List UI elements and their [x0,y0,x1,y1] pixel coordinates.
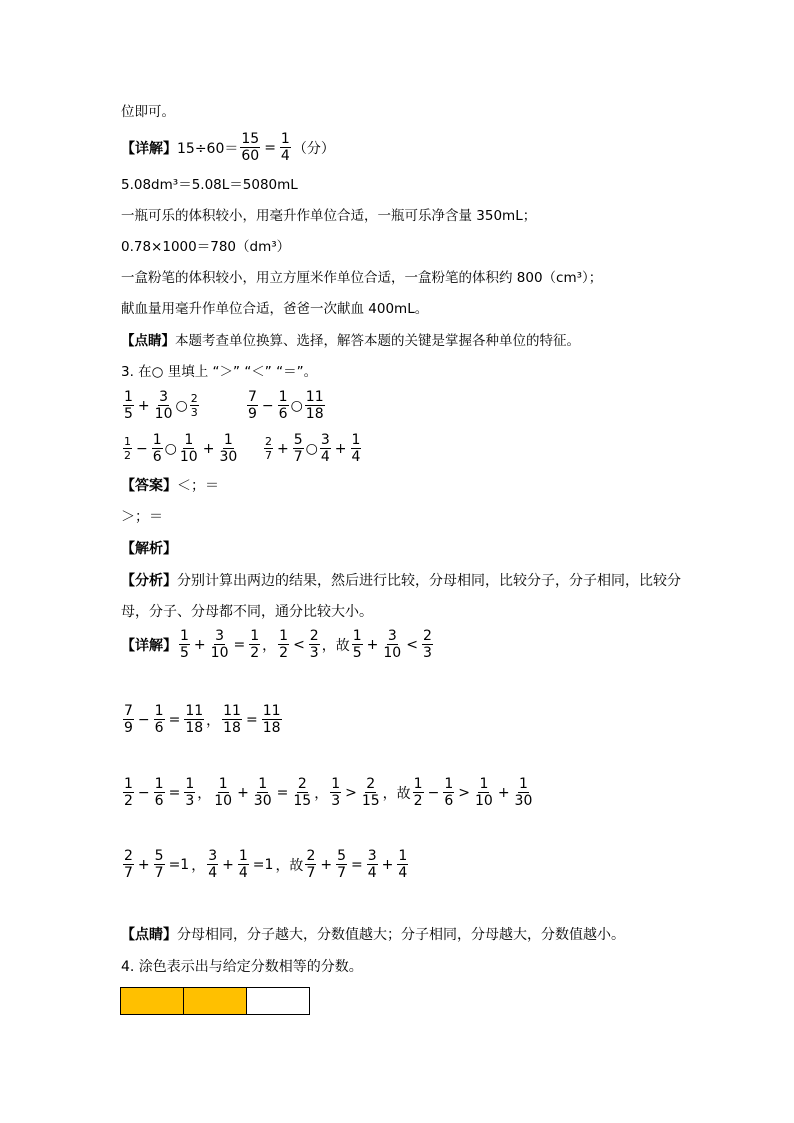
analysis-line-2: 母，分子、分母都不同，通分比较大小。 [121,604,373,620]
fraction: 1 10 [214,776,233,809]
q3-expr-3: 1 2 − $\frac{1}{6}$ ○ 1 10 + $\frac{1}{30}$ [124,432,238,465]
fraction: 2 7 [124,848,133,881]
fraction: $\frac{1}{6}$ [154,703,164,736]
fraction: $\frac{3}{10}$ [210,628,229,661]
detail-line-3: 7 9 − $\frac{1}{6}$ = $\frac{11}{18}$ ， $\frac{11}{18}$ = $\frac{11}{18}$ [124,703,281,736]
fraction: 1 10 [179,432,198,465]
analysis-heading: 【解析】 [121,541,177,557]
fraction: 2 3 [309,628,319,661]
compare-circle[interactable]: ○ [164,440,177,457]
detail-tag: 【详解】 [121,140,177,157]
fraction: 2 15 [361,776,380,809]
fraction: 1 10 [474,776,493,809]
grid-cell[interactable] [184,988,247,1014]
fraction: $\frac{5}{7}$ [154,848,164,881]
fraction: $\frac{1}{30}$ [219,432,238,465]
fraction: 1 5 [124,389,133,422]
text-line: 5.08dm³＝5.08L＝5080mL [121,177,298,193]
fraction: 1 2 [124,435,131,462]
fraction: $\frac{1}{6}$ [444,776,454,809]
fraction: $\frac{1}{30}$ [253,776,272,809]
fraction: 2 7 [306,848,316,881]
q3-expr-4: 2 7 + $\frac{5}{7}$ ○ 3 4 + $\frac{1}{4}$ [265,432,361,465]
fraction: 1 2 [413,776,423,809]
compare-circle[interactable]: ○ [175,397,188,414]
fraction: 2 3 [422,628,432,661]
fraction: 2 3 [190,392,198,419]
fraction: $\frac{11}{18}$ [185,703,204,736]
fraction: 1 3 [331,776,341,809]
detail-line-2: 【详解】 1 5 + $\frac{3}{10}$ = $\frac{1}{2}$ ， 1 2 < 2 3 ，故 1 5 + $\frac{3}{10}$ < 2 3 [121,628,432,661]
fraction: $\frac{1}{4}$ [280,131,290,164]
fraction: $\frac{3}{10}$ [154,389,173,422]
text-line: 一盒粉笔的体积较小，用立方厘米作单位合适，一盒粉笔的体积约 800（cm³）； [121,270,603,286]
fraction: $\frac{3}{4}$ [367,848,377,881]
detail-line-4: 1 2 − $\frac{1}{6}$ = $\frac{1}{3}$ ， 1 10 + $\frac{1}{30}$ = $\frac{2}{15}$ ， 1 3 > 2 15 ，故 1 2 − $\frac{1}{6}$ > 1 10 + $\frac{1}{30}$ [124,776,533,809]
fraction: 2 7 [265,435,272,462]
question-4: 4. 涂色表示出与给定分数相等的分数。 [121,959,363,975]
fraction: 3 4 [208,848,218,881]
fraction: $\frac{1}{6}$ [152,432,162,465]
answer-line-2: ＞；＝ [121,509,163,525]
fraction: 3 4 [320,432,330,465]
fraction: $\frac{11}{18}$ [223,703,241,736]
fraction: $\frac{1}{4}$ [238,848,248,881]
question-3: 3. 在○ 里填上 “＞” “＜” “＝”。 [121,364,318,380]
fraction: $\frac{5}{7}$ [337,848,347,881]
unit: （分） [292,140,335,157]
fraction: $\frac{5}{7}$ [293,432,303,465]
detail-line-5: 2 7 + $\frac{5}{7}$ =1 ， 3 4 + $\frac{1}{4}$ =1 ，故 2 7 + $\frac{5}{7}$ = $\frac{3}{4}$ + $\frac{1}{4}$ [124,848,408,881]
text-line: 0.78×1000＝780（dm³） [121,239,291,255]
fraction: 11 18 [305,389,324,422]
keypoint-tag: 【点睛】 [121,927,177,943]
q3-expr-1: 1 5 + $\frac{3}{10}$ ○ 2 3 [124,389,198,422]
answer-tag: 【答案】 [121,478,177,494]
fraction: 1 2 [124,776,133,809]
fraction: $\frac{2}{15}$ [293,776,312,809]
fraction: $\frac{3}{10}$ [383,628,402,661]
fraction: $\frac{1}{4}$ [351,432,361,465]
fraction: $\frac{1}{3}$ [185,776,195,809]
analysis-line: 【分析】分别计算出两边的结果，然后进行比较，分母相同，比较分子，分子相同，比较分 [121,573,681,589]
keypoint-line-2: 【点睛】分母相同，分子越大，分数值越大；分子相同，分母越大，分数值越小。 [121,927,625,943]
fraction: $\frac{11}{18}$ [262,703,281,736]
compare-circle[interactable]: ○ [305,440,318,457]
text-line: 一瓶可乐的体积较小，用毫升作单位合适，一瓶可乐净含量 350mL； [121,208,537,224]
fraction: $\frac{1}{30}$ [514,776,533,809]
grid-cell[interactable] [121,988,184,1014]
fraction: $\frac{1}{2}$ [250,628,260,661]
fraction: $\frac{1}{4}$ [398,848,408,881]
fraction-grid [120,987,310,1015]
text-line: 献血量用毫升作单位合适，爸爸一次献血 400mL。 [121,301,429,317]
fraction: 7 9 [124,703,133,736]
keypoint-tag: 【点睛】 [121,333,175,349]
detail-tag: 【详解】 [121,637,177,654]
detail-line-1: 【详解】 15÷60＝ $\frac{15}{60}$ = $\frac{1}{4}$ （分） [121,131,335,164]
expr: 15÷60＝ [177,140,239,157]
fraction: 1 2 [279,628,289,661]
fraction: $\frac{1}{6}$ [154,776,164,809]
fraction: 1 5 [180,628,189,661]
fraction: 7 9 [248,389,257,422]
grid-cell[interactable] [247,988,309,1014]
q3-expr-2: 7 9 − $\frac{1}{6}$ ○ 11 18 [248,389,324,422]
fraction: $\frac{1}{6}$ [278,389,288,422]
answer-line: 【答案】＜；＝ [121,478,219,494]
fraction: $\frac{15}{60}$ [241,131,260,164]
fraction: 1 5 [352,628,362,661]
text-line: 位即可。 [121,104,175,120]
compare-circle[interactable]: ○ [290,397,303,414]
keypoint-line: 【点睛】本题考查单位换算、选择，解答本题的关键是掌握各种单位的特征。 [121,333,580,349]
analysis-tag: 【分析】 [121,573,177,589]
